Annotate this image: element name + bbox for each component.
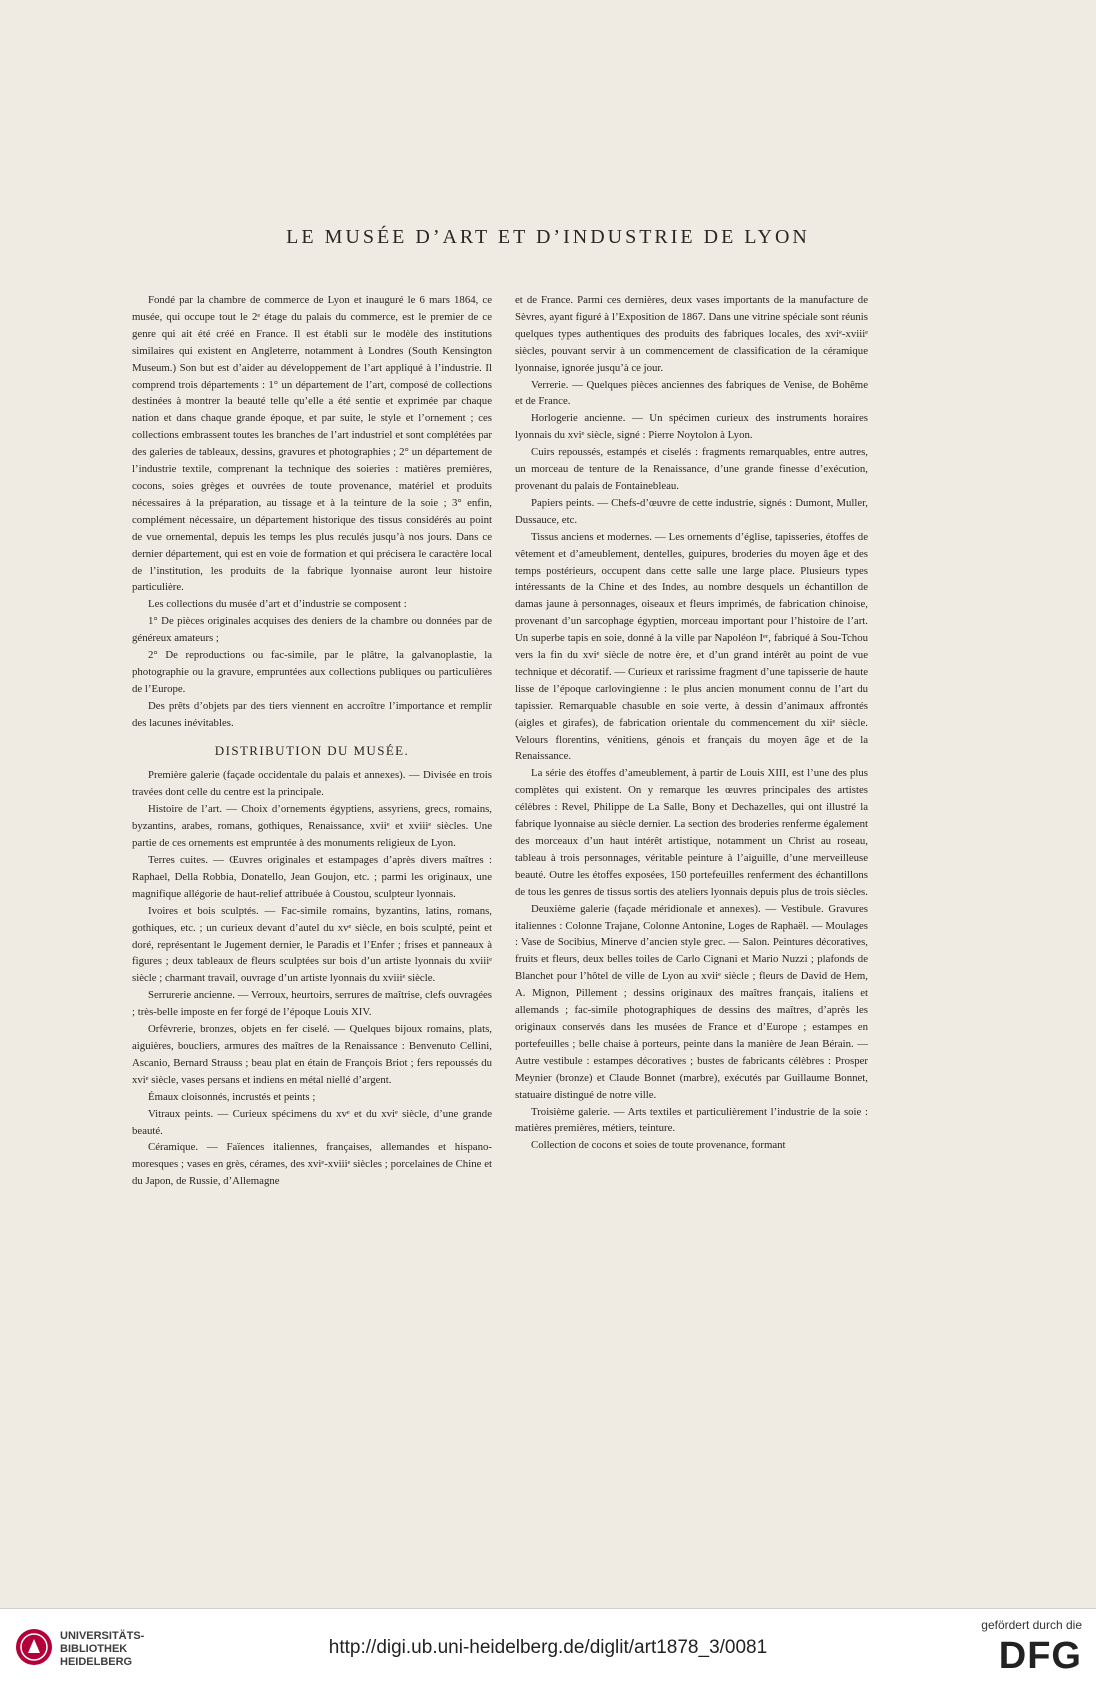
funded-by-text: gefördert durch die <box>981 1618 1082 1632</box>
paragraph: Vitraux peints. — Curieux spécimens du xvᵉ et du xviᵉ siècle, d’une grande beauté. <box>132 1107 492 1137</box>
paragraph: Deuxième galerie (façade méridionale et annexes). — Vestibule. Gravures italiennes : Colonne Trajane, Colonne Antonine, Loges de Raphaël. — Moulages : Vase de Socibius, Minerve d’ancien style grec. — Salon. Peintures décoratives, fruits et fleurs, deux belles toiles de Carlo Cignani et Mario Nuzzi ; plafonds de Blanchet pour l’hôtel de ville de Lyon au xviiᵉ siècle ; fleurs de David de Hem, A. Mignon, Pillement ; dessins originaux des maîtres français, italiens et allemands ; fac-simile photographiques de dessins des maîtres, d’après les originaux conservés dans les musées de France et d’Europe ; estampes en portefeuilles ; belle chaise à porteurs, peinte dans la manière de Jean Bérain. — Autre vestibule : estampes décoratives ; bustes de fabricants célèbres : Prosper Meynier (bronze) et Claude Bonnet (marbre), exécutés par Guillaume Bonnet, statuaire distingué de notre ville. <box>515 902 868 1101</box>
paragraph: Collection de cocons et soies de toute provenance, formant <box>531 1139 786 1152</box>
paragraph: Céramique. — Faïences italiennes, françaises, allemandes et hispano-moresques ; vases en grès, cérames, des xviᵉ-xviiiᵉ siècles ; porcelaines de Chine et du Japon, de Russie, d’Allemagne <box>132 1141 492 1188</box>
paragraph: et de France. Parmi ces dernières, deux vases importants de la manufacture de Sèvres, ayant figuré à l’Exposition de 1867. Dans une vitrine spéciale sont réunis quelques types authentiques des produits des fabriques locales, des xviᵉ-xviiiᵉ siècles, pouvant servir à un commencement de classification de la céramique lyonnaise, ignorée jusqu’à ce jour. <box>515 294 868 374</box>
paragraph: Histoire de l’art. — Choix d’ornements égyptiens, assyriens, grecs, romains, byzantins, arabes, romans, gothiques, Renaissance, xviiᵉ et xviiiᵉ siècles. Une partie de ces ornements est empruntée à des monuments religieux de Lyon. <box>132 803 492 850</box>
paragraph: 2° De reproductions ou fac-simile, par le plâtre, la galvanoplastie, la photographie ou la gravure, empruntées aux collections publiques ou particulières de l’Europe. <box>132 649 492 695</box>
paragraph: Orfèvrerie, bronzes, objets en fer ciselé. — Quelques bijoux romains, plats, aiguières, boucliers, armures des maîtres de la Renaissance : Benvenuto Cellini, Ascanio, Bernard Strauss ; beau plat en étain de François Briot ; fers repoussés du xviᵉ siècle, vases persans et indiens en métal niellé d’argent. <box>132 1023 492 1086</box>
paragraph: Papiers peints. — Chefs-d’œuvre de cette industrie, signés : Dumont, Muller, Dussauce, etc. <box>515 496 868 526</box>
dfg-logo: DFG <box>998 1635 1082 1677</box>
right-column <box>515 292 868 1154</box>
document-url-link[interactable]: http://digi.ub.uni-heidelberg.de/diglit/art1878_3/0081 <box>328 1637 768 1658</box>
paragraph: Cuirs repoussés, estampés et ciselés : fragments remarquables, entre autres, un morceau de tenture de la Renaissance, d’une grande finesse d’exécution, provenant du palais de Fontainebleau. <box>515 446 868 492</box>
paragraph: Horlogerie ancienne. — Un spécimen curieux des instruments horaires lyonnais du xviᵉ siècle, signé : Pierre Noytolon à Lyon. <box>515 412 868 442</box>
paragraph: Les collections du musée d’art et d’industrie se composent : <box>148 598 407 611</box>
paragraph: Serrurerie ancienne. — Verroux, heurtoirs, serrures de maîtrise, clefs ouvragées ; très-belle imposte en fer forgé de l’époque Louis XIV. <box>132 989 492 1019</box>
paragraph: Des prêts d’objets par des tiers viennent en accroître l’importance et remplir des lacunes inévitables. <box>132 699 492 729</box>
paragraph: Tissus anciens et modernes. — Les ornements d’église, tapisseries, étoffes de vêtement et d’ameublement, dentelles, guipures, broderies du moyen âge et des temps postérieurs, occupent dans cette salle une large place. Plusieurs types intéressants de la Chine et des Indes, au nombre desquels un échantillon de damas jaune à personnages, oiseaux et fleurs imprimés, de fabrication chinoise, provenant d’un sarcophage égyptien, morceau important pour l’histoire de l’art. Un superbe tapis en soie, donné à la ville par Napoléon Iᵉʳ, fabriqué à Sou-Tchou vers la fin du xviᵉ siècle de notre ère, et d’un grand intérêt au point de vue technique et décoratif. — Curieux et rarissime fragment d’une tapisserie de haute lisse de l’époque carlovingienne : le plus ancien monument connu de l’art du tapissier. Remarquable chasuble en soie verte, à dessin d’animaux affrontés (aigles et girafes), de fabrication orientale du commencement du xiiᵉ siècle. Velours florentins, vénitiens, génois et français du moyen âge et de la Renaissance. <box>515 530 868 763</box>
section-heading: DISTRIBUTION DU MUSÉE. <box>214 742 410 758</box>
paragraph: Ivoires et bois sculptés. — Fac-simile romains, byzantins, latins, romans, gothiques, etc. ; un curieux devant d’autel du xvᵉ siècle, en bois sculpté, peint et doré, représentant le Jugement dernier, le Paradis et l’Enfer ; frises et panneaux à figures ; deux tableaux de fleurs sculptées sur bois d’un artiste lyonnais du xviiiᵉ siècle ; charmant travail, ouvrage d’un artiste lyonnais du xviiiᵉ siècle. <box>132 904 492 985</box>
paragraph: La série des étoffes d’ameublement, à partir de Louis XIII, est l’une des plus complètes qui existent. On y remarque les œuvres principales des artistes célèbres : Revel, Philippe de La Salle, Bony et Dechazelles, qui ont illustré la fabrique lyonnaise au siècle dernier. La section des broderies renferme également des morceaux d’un haut intérêt artistique, notamment un Christ au roseau, tableau à trois personnages, véritable peinture à l’aiguille, d’une merveilleuse beauté. Outre les étoffes exposées, 150 portefeuilles renferment des échantillons de tous les genres de tissus sortis des ateliers lyonnais depuis plus de trois siècles. <box>515 767 868 898</box>
paragraph: Troisième galerie. — Arts textiles et particulièrement l’industrie de la soie : matières premières, métiers, teinture. <box>515 1105 868 1135</box>
paragraph: Fondé par la chambre de commerce de Lyon et inauguré le 6 mars 1864, ce musée, qui occupe tout le 2ᵉ étage du palais du commerce, est le premier de ce genre qui ait été créé en France. Il est établi sur le modèle des institutions similaires qui existent en Angleterre, notamment à Londres (South Kensington Museum.) Son but est d’aider au développement de l’art appliqué à l’industrie. Il comprend trois départements : 1° un département de l’art, composé de collections destinées à montrer la beauté telle qu’elle a été sentie et exprimée par chaque nation et dans chaque grande époque, et par suite, le style et l’ornement ; ces collections embrassent toutes les branches de l’art industriel et sont complétées par des galeries de tableaux, dessins, gravures et photographies ; 2° un département de l’industrie textile, comprenant la technique des soieries : matières premières, cocons, soies grèges et ouvrées de toute provenance, matériel et produits nécessaires à la préparation, au tissage et à la teinture de la soie ; 3° enfin, complément nécessaire, un département historique des tissus considérés au point de vue ornemental, depuis les temps les plus reculés jusqu’à nos jours. Dans ce dernier département, qui est en voie de formation et qui précisera le caractère local de l’institution, les produits de la fabrique lyonnaise auront leur histoire particulière. <box>132 294 492 594</box>
university-name: UNIVERSITÄTS- BIBLIOTHEK HEIDELBERG <box>60 1630 145 1668</box>
paragraph: Émaux cloisonnés, incrustés et peints ; <box>148 1090 316 1103</box>
paragraph: 1° De pièces originales acquises des deniers de la chambre ou données par de généreux amateurs ; <box>132 615 492 645</box>
paragraph: Première galerie (façade occidentale du palais et annexes). — Divisée en trois travées dont celle du centre est la principale. <box>132 769 492 799</box>
paragraph: Terres cuites. — Œuvres originales et estampages d’après divers maîtres : Raphael, Della Robbia, Donatello, Jean Goujon, etc. ; parmi les originaux, une magnifique allégorie de haut-relief attribuée à Coustou, sculpteur lyonnais. <box>132 854 492 900</box>
viewer-footer <box>0 1608 1096 1686</box>
left-column <box>132 292 492 1190</box>
paragraph: Verrerie. — Quelques pièces anciennes des fabriques de Venise, de Bohême et de France. <box>515 378 868 408</box>
page-title: LE MUSÉE D’ART ET D’INDUSTRIE DE LYON <box>286 226 810 248</box>
